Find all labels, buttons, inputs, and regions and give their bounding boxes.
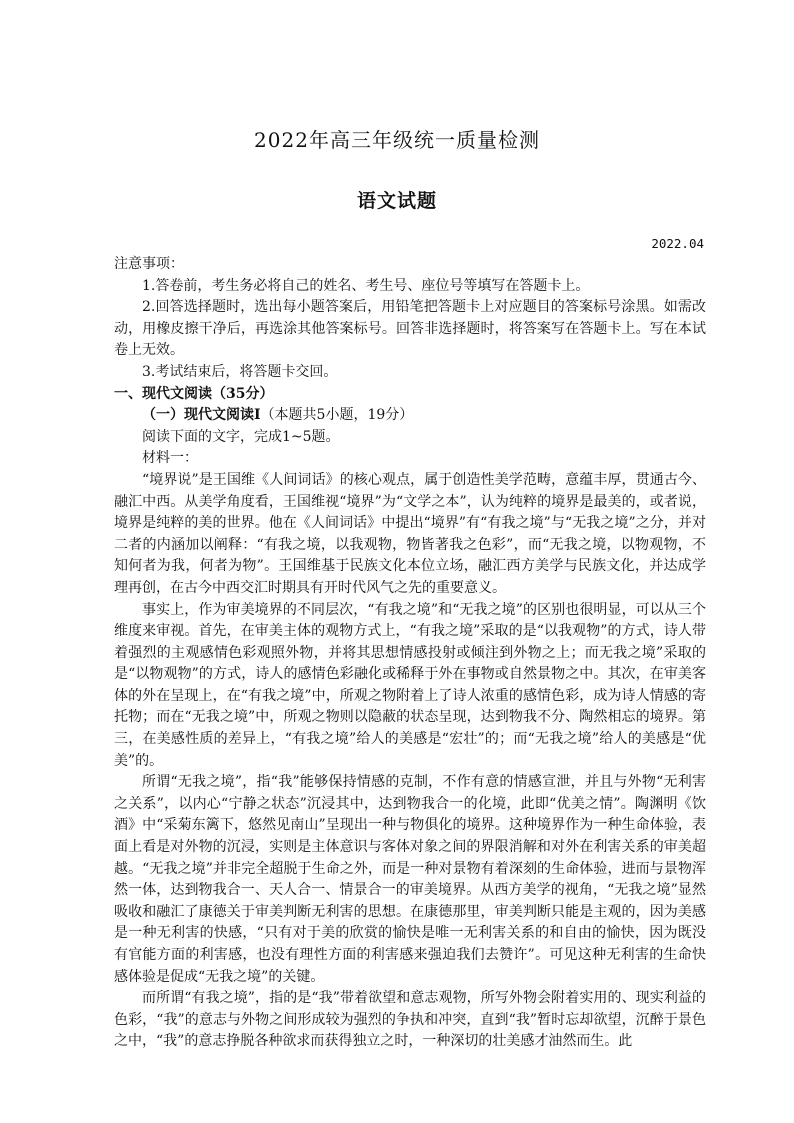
part-title-label: （一）现代文阅读Ⅰ xyxy=(142,407,261,424)
notice-item: 2.回答选择题时，选出每小题答案后，用铅笔把答题卡上对应题目的答案标号涂黑。如需改动，用橡皮擦干净后，再选涂其他答案标号。回答非选择题时，将答案写在答题卡上。写在本试卷上无效。 xyxy=(114,299,706,359)
paragraph: 所谓“无我之境”，指“我”能够保持情感的克制，不作有意的情感宣泄，并且与外物“无利害之关系”，以内心“宁静之状态”沉浸其中，达到物我合一的化境，此即“优美之情”。陶渊明《饮酒》中“采菊东篱下，悠然见南山”呈现出一种与物俱化的境界。这种境界作为一种生命体验，表面上看是对外物的沉浸，实则是主体意识与客体对象之间的界限消解和对外在利害关系的审美超越。“无我之境”并非完全超脱于生命之外，而是一种对景物有着深刻的生命体验，进而与景物浑然一体，达到物我合一、天人合一、情景合一的审美境界。从西方美学的视角，“无我之境”显然吸收和融汇了康德关于审美判断无利害的思想。在康德那里，审美判断只能是主观的，因为美感是一种无利害的快感，“只有对于美的欣赏的愉快是唯一无利害关系的和自由的愉快，因为既没有官能方面的利害感，也没有理性方面的利害感来强迫我们去赞许”。可见这种无利害的生命快感体验是促成“无我之境”的关键。 xyxy=(114,774,706,985)
exam-title: 2022年高三年级统一质量检测 xyxy=(254,128,540,152)
notice-item: 1.答卷前，考生务必将自己的姓名、考生号、座位号等填写在答题卡上。 xyxy=(142,277,590,294)
paragraph: 事实上，作为审美境界的不同层次，“有我之境”和“无我之境”的区别也很明显，可以从三个维度来审视。首先，在审美主体的观物方式上，“有我之境”采取的是“以我观物”的方式，诗人带着强烈的主观感情色彩观照外物，并将其思想情感投射或倾注到外物之上；而无我之境”采取的是“以物观物”的方式，诗人的感情色彩融化或稀释于外在事物或自然景物之中。其次，在审美客体的外在呈现上，在“有我之境”中，所观之物附着上了诗人浓重的感情色彩，成为诗人情感的寄托物；而在“无我之境”中，所观之物则以隐蔽的状态呈现，达到物我不分、陶然相忘的境界。第三，在美感性质的差异上，“有我之境”给人的美感是“宏壮”的；而“无我之境”给人的美感是“优美”的。 xyxy=(114,601,706,769)
subject-title: 语文试题 xyxy=(356,190,437,212)
notice-heading: 注意事项： xyxy=(114,256,184,272)
paragraph: 而所谓“有我之境”，指的是“我”带着欲望和意志观物，所写外物会附着实用的、现实利益的色彩，“我”的意志与外物之间形成较为强烈的争执和冲突，直到“我”暂时忘却欲望，沉醉于景色之中，“我”的意志挣脱各种欲求而获得独立之时，一种深切的壮美感才油然而生。此 xyxy=(114,990,706,1050)
material-label: 材料一： xyxy=(142,450,198,467)
reading-instruction: 阅读下面的文字，完成1~5题。 xyxy=(142,428,340,445)
notice-item: 3.考试结束后，将答题卡交回。 xyxy=(142,363,338,380)
section-title: 一、现代文阅读（35分） xyxy=(114,385,274,402)
part-title-note: （本题共5小题，19分） xyxy=(260,407,414,424)
paragraph: “境界说”是王国维《人间词话》的核心观点，属于创造性美学范畴，意蕴丰厚，贯通古今、融汇中西。从美学角度看，王国维视“境界”为“文学之本”，认为纯粹的境界是最美的，或者说，境界是纯粹的美的世界。他在《人间词话》中提出“境界”有“有我之境”与“无我之境”之分，并对二者的内涵加以阐释：“有我之境，以我观物，物皆著我之色彩”，而“无我之境，以物观物，不知何者为我，何者为物”。王国维基于民族文化本位立场，融汇西方美学与民族文化，并达成学理再创，在古今中西交汇时期具有开时代风气之先的重要意义。 xyxy=(114,471,706,596)
part-title xyxy=(114,405,706,427)
exam-date: 2022.04 xyxy=(651,236,704,251)
document-body xyxy=(114,254,706,1053)
